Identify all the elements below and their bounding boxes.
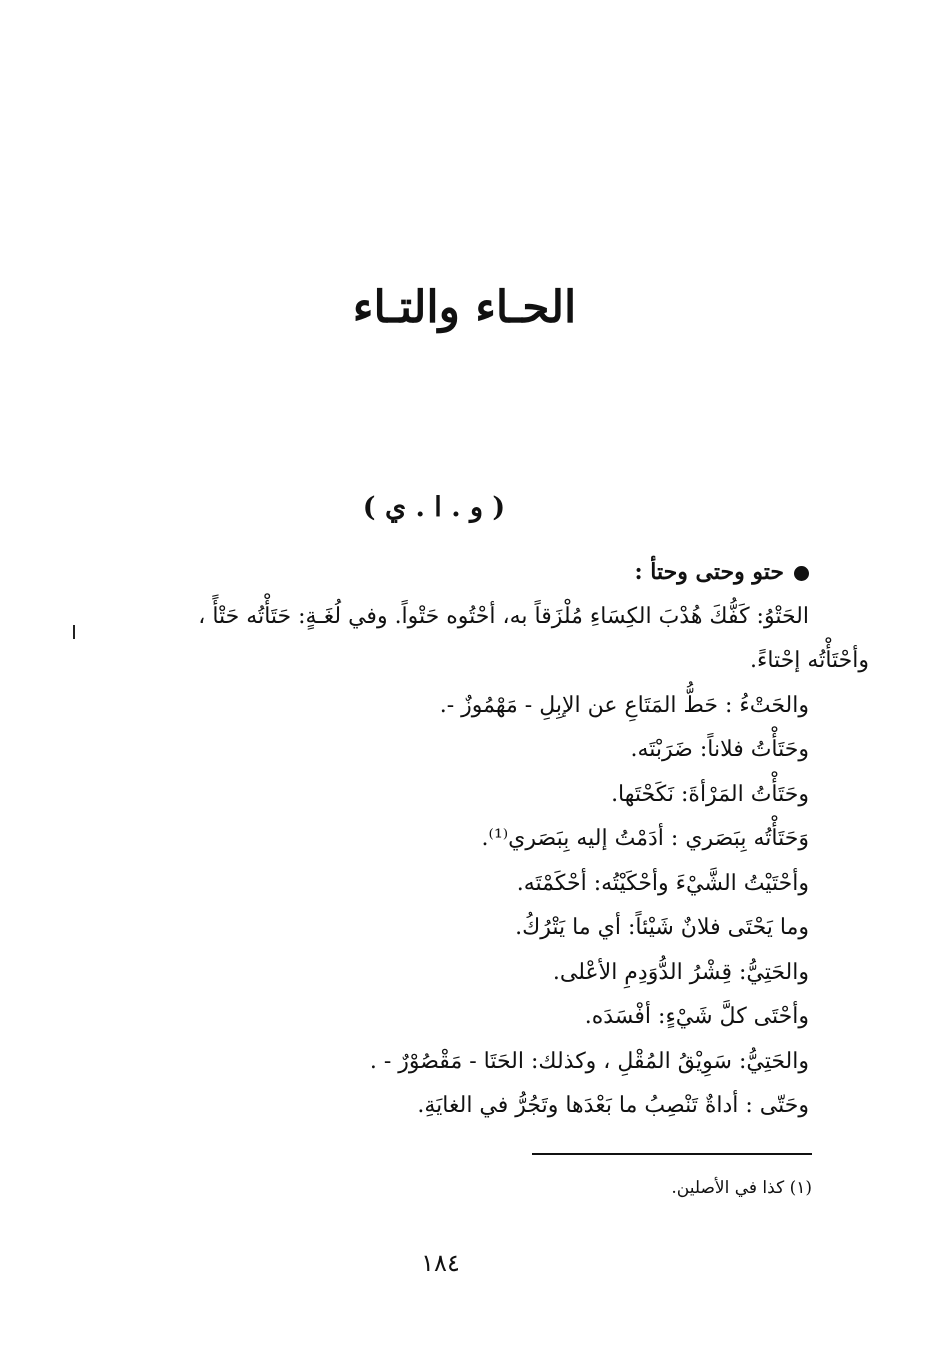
- entry-line: وأحْتَى كلَّ شَيْءٍ: أفْسَدَه.: [584, 1004, 809, 1029]
- entry-block: [119, 550, 869, 1129]
- entry-line: والحَتِيُّ: قِشْرُ الدُّوَدِمِ الأعْلى.: [552, 959, 809, 985]
- entry-line: وأحْتَيْتُ الشَّيْءَ وأحْكَيْتُه: أحْكَمْتَه.: [516, 870, 809, 896]
- entry-line: وَحَتَأْتُه بِبَصَري : أدَمْتُ إليه بِبَصَري⁽¹⁾.: [481, 826, 809, 851]
- bullet-icon: [794, 566, 809, 581]
- root-heading: ( و . ا . ي ): [362, 492, 506, 523]
- entry-line: وحَتَأْتُ المَرْأةَ: نَكَحْتَها.: [611, 781, 809, 807]
- footnote: (١) كذا في الأصلين.: [671, 1178, 812, 1198]
- entry-line: والحَتْءُ : حَطُّ المَتَاعِ عن الإبِلِ - مَهْمُوزٌ -.: [439, 692, 809, 718]
- entry-line: وحَتّى : أداةٌ تَنْصِبُ ما بَعْدَها وتَجُرُّ في الغايَةِ.: [417, 1093, 809, 1118]
- entry-line: وحَتَأْتُ فلاناً: ضَرَبْتَه.: [630, 737, 809, 762]
- page-number: ١٨٤: [421, 1249, 460, 1277]
- chapter-title: الحـاء والتـاء: [352, 282, 577, 333]
- entry-head-text: حتو وحتى وحتأ :: [634, 559, 784, 585]
- entry-line: والحَتِيُّ: سَوِيْقُ المُقْلِ ، وكذلك: الحَتَا - مَقْصُوْرٌ - .: [369, 1048, 809, 1074]
- footnote-divider: [532, 1153, 812, 1155]
- entry-line: وأحْتَأْتُه إحْتاءً.: [750, 648, 869, 673]
- entry-line: الحَتْوُ: كَفُّكَ هُدْبَ الكِسَاءِ مُلْزَقاً به، أحْتُوه حَتْواً. وفي لُغَـةٍ: حَتَأْتُه حَتْأً ،: [198, 603, 809, 629]
- entry-line: وما يَحْتَى فلانٌ شَيْئاً: أي ما يَتْرُكُ.: [515, 915, 809, 940]
- entry-head: [119, 550, 809, 595]
- margin-mark: [73, 625, 75, 639]
